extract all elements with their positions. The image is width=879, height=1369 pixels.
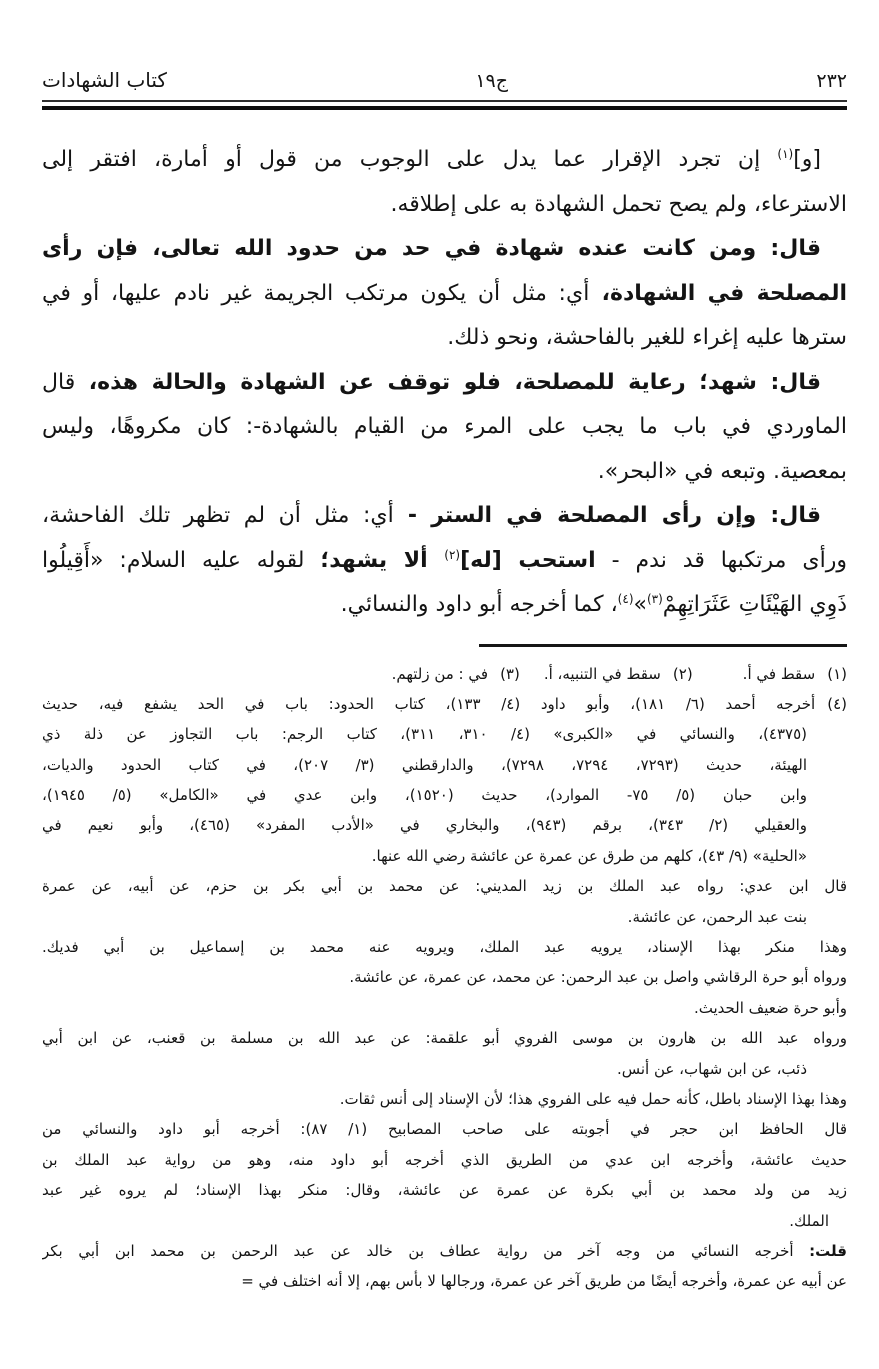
header-rule (42, 100, 847, 110)
footnote-ref: (١) (777, 147, 794, 161)
text-run: قال: شهد؛ رعاية للمصلحة، فلو توقف عن الشهادة والحالة هذه، (75, 369, 821, 395)
footnote-text: سقط في أ. (742, 664, 816, 683)
body-line (42, 361, 847, 406)
text-run: وابن حبان (٥/ ٧٥- الموارد)، حديث (١٥٢٠)، وابن عدي في «الكامل» (٥/ ١٩٤٥)، (42, 786, 808, 805)
text-run: (٤٣٧٥)، والنسائي في «الكبرى» (٤/ ٣١٠، ٣١١)، كتاب الرجم: باب التجاوز عن ذلة ذي (42, 725, 807, 744)
text-run: وهذا بهذا الإسناد باطل، كأنه حمل فيه على الفروي هذا؛ لأن الإسناد إلى أنس ثقات. (339, 1089, 847, 1108)
footnote-line (42, 962, 847, 992)
body-line (42, 539, 847, 584)
footnote-line (42, 932, 847, 962)
footnote-line (42, 810, 847, 840)
footnote-line (42, 689, 847, 719)
body-line (42, 316, 847, 361)
footnote-line (42, 902, 847, 932)
volume-label: ج١٩ (475, 70, 508, 92)
footnote-item (392, 659, 520, 689)
footnote-separator (479, 644, 847, 647)
footnote-number: (٣) (500, 664, 520, 683)
footnote-line (42, 993, 847, 1023)
text-run: ورأى مرتكبها قد ندم - (595, 547, 847, 573)
footnote-text: سقط في التنبيه، أ. (543, 664, 661, 683)
footnote-number: (٢) (672, 664, 693, 683)
footnote-number: (١) (827, 664, 847, 683)
body-line (42, 583, 847, 628)
text-run: قال: وإن رأى المصلحة في الستر - (393, 503, 821, 528)
footnote-line (42, 871, 847, 901)
text-run: قال ابن عدي: رواه عبد الملك بن زيد المديني: عن محمد بن أبي بكر بن حزم، عن أبيه، عن عمرة (42, 877, 847, 896)
footnote-text: في : من زلتهم. (391, 664, 489, 683)
text-run: «الحلية» (٩/ ٤٣)، كلهم من طرق عن عمرة عن عائشة رضي الله عنها. (371, 846, 807, 865)
text-run: سترها عليه إغراء للغير بالفاحشة، ونحو ذلك. (447, 325, 847, 350)
text-run: عن أبيه عن عمرة، وأخرجه أيضًا من طريق آخر عن عمرة، ورجالها لا بأس بهم، إلا أنه اختلف في = (241, 1272, 847, 1291)
footnote-line (42, 841, 847, 871)
text-run: قال: ومن كانت عنده شهادة في حد من حدود الله تعالى، فإن رأى (42, 236, 821, 261)
footnote-line (42, 780, 847, 810)
footnote-line (42, 1206, 847, 1236)
body-line (42, 405, 847, 450)
footnote-item (743, 659, 847, 689)
text-run: حديث عائشة، وأخرجه ابن عدي من الطريق الذي أخرجه أبو داود منه، وهو من رواية عبد الملك بن (42, 1150, 847, 1169)
text-run: الملك. (789, 1211, 829, 1230)
body-line (42, 450, 847, 495)
text-run: وأبو حرة ضعيف الحديث. (693, 998, 847, 1017)
book-title: كتاب الشهادات (42, 68, 167, 92)
text-run: ذَوِي الهَيْئَاتِ عَثَرَاتِهِمْ (662, 592, 847, 617)
text-run: المصلحة في الشهادة، (589, 280, 847, 306)
footnote-number: (٤) (827, 694, 847, 713)
text-run: زيد من ولد محمد بن أبي بكرة عن عمرة عن عائشة، وقال: منكر بهذا الإسناد؛ لم يروه غير عبد (42, 1181, 847, 1200)
text-run: الاسترعاء، ولم يصح تحمل الشهادة به على إطلاقه. (390, 191, 847, 217)
text-run: ورواه عبد الله بن هارون بن موسى الفروي أبو علقمة: عن عبد الله بن مسلمة بن قعنب، عن ابن أبي (42, 1029, 847, 1048)
footnote-line (42, 1054, 847, 1084)
footnote-line (42, 1266, 847, 1296)
text-run: أخرجه النسائي من وجه آخر من رواية عطاف بن خالد عن عبد الرحمن بن محمد ابن أبي بكر (42, 1241, 810, 1260)
text-run: [و] (793, 147, 821, 172)
text-run: ذئب، عن ابن شهاب، عن أنس. (616, 1059, 807, 1078)
text-run: ألا يشهد؛ (320, 547, 445, 573)
footnote-item (544, 659, 693, 689)
body-line (42, 138, 847, 183)
footnote-line (42, 1145, 847, 1175)
text-run: » (633, 592, 647, 617)
footnote-inline-row (42, 659, 847, 689)
text-run: قال الحافظ ابن حجر في أجوبته على صاحب المصابيح (١/ ٨٧): أخرجه أبو داود والنسائي من (42, 1120, 847, 1139)
body-line (42, 272, 847, 317)
page-header (42, 66, 847, 95)
footnote-line (42, 1236, 847, 1266)
body-paragraph (42, 138, 847, 227)
text-run: الماوردي في باب ما يجب على المرء من القيام بالشهادة-: كان مكروهًا، وليس (42, 414, 847, 439)
text-run: أي: مثل أن يكون مرتكب الجريمة غير نادم عليها، أو في (42, 280, 590, 306)
text-run: ورواه أبو حرة الرقاشي واصل بن عبد الرحمن: عن محمد، عن عمرة، عن عائشة. (349, 968, 847, 987)
text-run: وهذا منكر بهذا الإسناد، يرويه عبد الملك، ويرويه عنه محمد بن إسماعيل بن أبي فديك. (42, 938, 847, 957)
text-run: ، كما أخرجه أبو داود والنسائي. (340, 592, 618, 617)
footnote-line (42, 1175, 847, 1205)
text-run: قلت: (809, 1241, 847, 1260)
footnote-ref: (٢) (444, 547, 461, 562)
body-paragraph (42, 494, 847, 628)
page-number: ٢٣٢ (816, 70, 847, 92)
body-line (42, 183, 847, 228)
text-run: والعقيلي (٢/ ٣٤٣)، برقم (٩٤٣)، والبخاري في «الأدب المفرد» (٤٦٥)، وأبو نعيم في (42, 816, 807, 835)
footnote-line (42, 1114, 847, 1144)
text-run: إن تجرد الإقرار عما يدل على الوجوب من قول أو أمارة، افتقر إلى (42, 147, 778, 172)
text-run: بنت عبد الرحمن، عن عائشة. (627, 907, 807, 926)
body-paragraph (42, 227, 847, 361)
body-paragraph (42, 361, 847, 495)
text-run: قال (42, 369, 76, 395)
body-line (42, 494, 847, 539)
text-run: أخرجه أحمد (٦/ ١٨١)، وأبو داود (٤/ ١٣٣)، كتاب الحدود: باب في الحد يشفع فيه، حديث (42, 694, 816, 713)
text-run: استحب [له] (460, 547, 596, 573)
text-run: لقوله عليه السلام: «أَقِيلُوا (42, 547, 321, 573)
footnotes-section (42, 659, 847, 1297)
footnote-line (42, 719, 847, 749)
text-run: أي: مثل أن لم تظهر تلك الفاحشة، (42, 503, 394, 528)
footnote-ref: (٣) (646, 592, 663, 606)
footnote-line (42, 1023, 847, 1053)
text-run: الهيئة، حديث (٧٢٩٣، ٧٢٩٤، ٧٢٩٨)، والدارقطني (٣/ ٢٠٧)، في كتاب الحدود والديات، (42, 755, 808, 774)
footnote-ref: (٤) (617, 592, 634, 606)
body-line (42, 227, 847, 272)
footnote-line (42, 750, 847, 780)
text-run: بمعصية. وتبعه في «البحر». (597, 458, 847, 484)
body-text (42, 138, 847, 628)
footnote-line (42, 1084, 847, 1114)
